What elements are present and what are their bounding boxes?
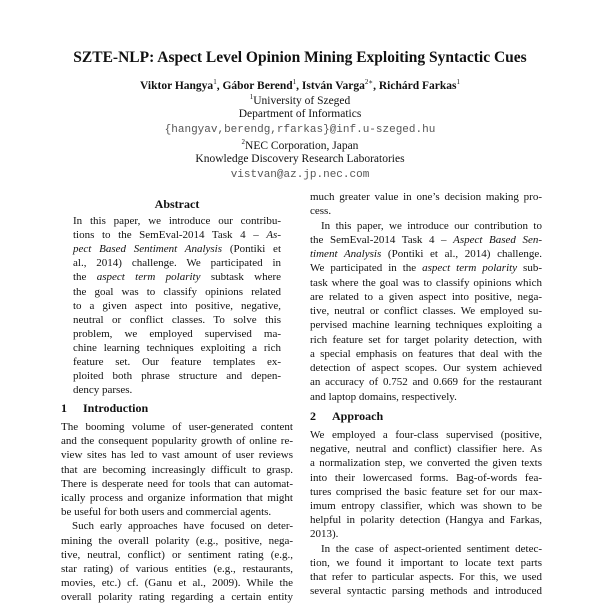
text-line: mining the overall polarity (e.g., positive, nega- [61,534,293,547]
text-line: a normalization step, we converted the given texts [310,457,542,470]
affiliation-2 [0,138,600,152]
italic-text: pect Based Sentiment Analysis [73,243,223,256]
affiliation-name: University of Szeged [253,95,351,107]
section-heading-approach [310,409,383,424]
text-line: the aspect term polarity subtask where [73,271,281,284]
text-line: chine learning techniques exploiting a rich [73,341,281,354]
affiliation-1 [0,93,600,107]
italic-text: timent Analysis [310,248,382,260]
affil-mark: 2 [241,138,246,146]
text-line: neutral or conflict classes. To solve this [73,313,281,326]
text-line: several syntactic parsing methods and introduced [310,585,542,598]
text-line: overall polarity rating regarding a certain entity [61,591,293,604]
author-list: Viktor Hangya$^1$, Gábor Berend$^1$, István Varga$^{2∗}$, Richárd Farkas$^1$ [140,78,460,92]
text-line: into their lowercased forms. Bag-of-words fea- [310,471,542,484]
text-line: In this paper, we introduce our contribu- [73,215,281,227]
author-name: Richárd Farkas [378,80,457,92]
text-line: negative, neutral and conflict) classifier here. As [310,443,542,456]
text-line: tions to the SemEval-2014 Task 4 – As- [73,229,281,242]
text-line: 2013). [310,528,339,541]
text-line: task where the goal was to classify opinions which [310,276,542,289]
text-line: helpful in polarity detection (Hangya and Farkas, [310,514,542,527]
text-line: ploited both phrase structure and depen- [73,370,281,383]
text-line: star rating) of various entities (e.g., restaurants, [61,563,293,575]
text-line: to a given aspect into positive, negative, [73,299,281,312]
text-line: tive, neutral, conflict) or sentiment rating (e.g., [61,548,293,561]
text-line: movies, etc.) cf. (Ganu et al., 2009). While the [61,577,293,590]
text-line: that refer to particular aspects. For this, we used [310,571,542,583]
italic-text: aspect term polarity [422,262,518,275]
text-line: Such early approaches have focused on deter- [72,520,293,533]
text-line: al., 2014) challenge. We participated in [73,257,281,270]
text-line: rich feature set for target polarity detection, with [310,333,542,346]
section-title: Approach [332,409,384,423]
text-line: tion, we found it important to locate text parts [310,556,542,569]
italic-text: aspect term polarity [96,271,201,284]
affil-mark: 1 [249,93,254,101]
text-line: We employed a four-class supervised (positive, [310,429,542,441]
text-line: detection of aspect scopes. Our system achieved [310,362,542,374]
text-line: the SemEval-2014 Task 4 – Aspect Based Sen- [310,233,543,246]
author-affil-mark: 1 [292,78,297,86]
text-line: are related to a given aspect into positive, nega- [310,290,542,303]
author-affil-mark: 1 [213,78,217,86]
text-line: imum entropy classifier, which was shown to be [310,500,542,512]
text-line: a special emphasis on features that deal with the [310,347,542,360]
section-number: 2 [310,409,316,423]
abstract-heading: Abstract [154,197,200,211]
text-line: tive, neutral or conflict classes. We employed su- [310,305,542,317]
section-number: 1 [61,401,67,415]
paper-title: SZTE-NLP: Aspect Level Opinion Mining Exploiting Syntactic Cues [73,49,527,66]
text-line: and the consequent popularity growth of online re- [61,435,293,448]
affiliation-2-dept: Knowledge Discovery Research Laboratories [195,153,405,165]
text-line: much greater value in one’s decision making pro- [310,191,542,203]
text-line: The booming volume of user-generated content [61,421,293,433]
text-line: problem, we employed supervised ma- [73,327,281,340]
author-name: Viktor Hangya [140,80,214,92]
italic-text: As- [266,229,281,242]
text-line: feature set. Our feature templates ex- [73,356,281,368]
text-line: tures comprised the basic feature set for our max- [310,485,542,498]
affiliation-name: NEC Corporation, Japan [245,140,359,152]
text-line: We participated in the aspect term polarity sub- [310,262,542,275]
text-line: dency parses. [73,384,133,397]
text-line: the goal was to classify opinions related [73,285,281,298]
affiliation-1-email: {hangyav,berendg,rfarkas}@inf.u-szeged.hu [164,124,436,136]
text-line: In this paper, we introduce our contribution to [321,219,542,232]
text-line: pect Based Sentiment Analysis (Pontiki et [73,243,281,256]
author-affil-mark: 1 [456,78,460,86]
text-line: and laptop domains, respectively. [310,390,457,403]
text-line: In the case of aspect-oriented sentiment detec- [321,542,542,555]
text-line: timent Analysis (Pontiki et al., 2014) challenge. [310,248,542,260]
text-line: view sites has led to vast amount of user reviews [61,449,293,462]
author-affil-mark: 2∗ [364,78,374,86]
text-line: pervised machine learning techniques exploiting a [310,319,542,332]
section-title: Introduction [83,401,149,415]
section-heading-introduction [61,401,148,416]
text-line: be useful for both users and commercial agents. [61,506,272,519]
text-line: an accuracy of 0.752 and 0.669 for the restaurant [310,376,542,389]
italic-text: Aspect Based Sen- [453,233,543,246]
author-name: István Varga [301,80,365,92]
text-line: cess. [310,205,332,218]
text-line: ically process and organize information that might [61,492,293,504]
text-line: that are becoming increasingly difficult to grasp. [61,463,293,476]
author-name: Gábor Berend [222,80,293,92]
affiliation-1-dept: Department of Informatics [238,108,362,120]
text-line: There is desperate need for tools that can automat- [61,477,293,490]
affiliation-2-email: vistvan@az.jp.nec.com [230,169,370,181]
